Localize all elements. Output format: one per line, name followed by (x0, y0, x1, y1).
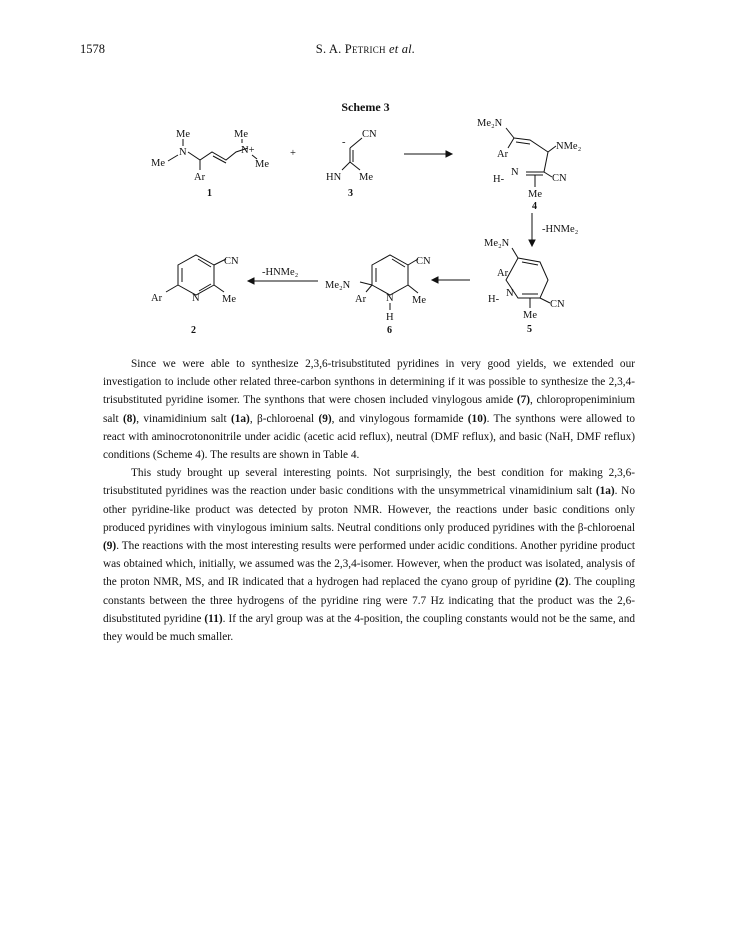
c2-bond (166, 285, 178, 292)
compound-ref: (9) (318, 412, 332, 425)
author-surname: Petrich (344, 42, 386, 56)
c6-bond (408, 285, 418, 293)
text-run: , and vinylogous formamide (331, 412, 468, 425)
compound-ref: (8) (123, 412, 137, 425)
c3-hn: HN (326, 172, 342, 183)
c4-me2n: Me₂N (477, 118, 503, 129)
compound-number-3: 3 (348, 188, 353, 199)
c4-bond (514, 138, 548, 152)
c5-h-minus: H- (488, 294, 500, 305)
c6-me2n: Me₂N (325, 280, 351, 291)
c4-cn: CN (552, 173, 567, 184)
c6-cn: CN (416, 256, 431, 267)
arrow-5-to-6-head (432, 277, 438, 283)
body-text (103, 355, 635, 646)
c5-ar: Ar (497, 268, 509, 279)
compound-4 (477, 118, 582, 212)
c6-ar: Ar (355, 294, 367, 305)
arrow-1-to-4-head (446, 151, 452, 157)
arrow-4-to-5-label: -HNMe₂ (542, 224, 579, 235)
c3-bond (350, 162, 360, 170)
author-initials: S. A. (315, 42, 345, 56)
c2-ar: Ar (151, 293, 163, 304)
c6-ring (372, 255, 408, 295)
c2-me: Me (222, 294, 236, 305)
paragraph-1 (103, 355, 635, 464)
text-run: , β-chloroenal (249, 412, 319, 425)
c6-me: Me (412, 295, 426, 306)
c2-n: N (192, 293, 200, 304)
c6-bond (360, 282, 372, 285)
c1-bond (168, 155, 178, 161)
c5-me: Me (523, 310, 537, 321)
c5-me2n: Me₂N (484, 238, 510, 249)
c6-n: N (386, 293, 394, 304)
c4-h-minus: H- (493, 174, 505, 185)
c2-bond (214, 285, 224, 292)
c2-cn: CN (224, 256, 239, 267)
compound-number-1: 1 (207, 188, 212, 199)
c4-me: Me (528, 189, 542, 200)
text-run: , vinamidinium salt (136, 412, 231, 425)
c1-ar: Ar (194, 172, 206, 183)
c1-double-bond (213, 156, 226, 163)
c3-me: Me (359, 172, 373, 183)
c4-bond (544, 172, 552, 177)
c5-cn: CN (550, 299, 565, 310)
c4-bond (544, 152, 548, 172)
compound-number-6: 6 (387, 325, 392, 336)
c3-cn: CN (362, 129, 377, 140)
text-run: Since we were able to synthesize 2,3,6-trisubstituted pyridines in very good yields, we extended our investigation to include other related three-carbon synthons in determining if it was possible to synthesize the 2,3,4-trisubstituted pyridine isomer. The synthons that were chosen included vinylogous amide (103, 358, 635, 407)
compound-2 (151, 255, 239, 336)
c5-double-bond (522, 262, 538, 265)
c4-nme2: NMe₂ (556, 141, 582, 152)
compound-5 (484, 238, 565, 335)
scheme-title: Scheme 3 (341, 100, 390, 114)
text-run: . If the aryl group was at the 4-position, the coupling constants would not be the same, and they would be much smaller. (103, 612, 635, 644)
compound-ref: (2) (555, 576, 569, 589)
author-suffix: et al. (385, 42, 416, 56)
arrow-6-to-2-head (248, 278, 254, 284)
page-number: 1578 (80, 42, 105, 56)
compound-number-4: 4 (532, 201, 537, 212)
compound-ref: (11) (204, 612, 223, 625)
c3-bond (342, 162, 350, 170)
c4-bond (548, 146, 556, 152)
c4-double-bond (516, 142, 530, 144)
text-run: . The reactions with the most interesting results were performed under acidic conditions. Another pyridine product was obtained which, initially, we assumed was the 2,3,4-isomer. However, when the product was isolated, analysis of the proton NMR, MS, and IR indicated that a hydrogen had replaced the cyano group of pyridine (103, 540, 635, 589)
c1-me-left: Me (151, 158, 165, 169)
arrow-6-to-2-label: -HNMe₂ (262, 267, 299, 278)
c3-minus: - (342, 137, 346, 148)
compound-3 (326, 129, 377, 199)
plus-sign: + (290, 148, 296, 159)
c4-bond (506, 128, 514, 138)
compound-number-2: 2 (191, 325, 196, 336)
c5-bond (540, 298, 550, 303)
compound-ref: (9) (103, 540, 117, 553)
compound-ref: (1a) (595, 485, 615, 498)
arrow-4-to-5-head (529, 240, 535, 246)
compound-6 (325, 255, 431, 336)
text-run: . The coupling constants between the three hydrogens of the pyridine ring were 7.7 Hz indicating that the product was the 2,6-disubstituted pyridine (103, 576, 635, 625)
compound-1 (151, 129, 269, 199)
c2-ring (178, 255, 214, 295)
text-run: This study brought up several interesting points. Not surprisingly, the best condition for making 2,3,6-trisubstituted pyridines was the reaction under basic conditions with the unsymmetrical vinamidinium salt (103, 467, 635, 498)
text-run: . No other pyridine-like product was detected by proton NMR. However, the reactions under basic conditions only produced pyridines with vinylogous iminium salts. Neutral conditions only produced pyridines with the β-chloroenal (103, 485, 635, 534)
compound-ref: (10) (467, 412, 487, 425)
c1-n-left: N (179, 147, 187, 158)
compound-ref: (1a) (231, 412, 250, 425)
paragraph-2 (103, 464, 635, 646)
c6-bond (366, 285, 372, 292)
c1-me-top-right: Me (234, 129, 248, 140)
c4-ar: Ar (497, 149, 509, 160)
c1-n-plus: N+ (241, 145, 255, 156)
c4-bond (508, 138, 514, 148)
scheme-3-diagram (0, 0, 731, 360)
c4-n: N (511, 167, 519, 178)
c6-h: H (386, 312, 394, 323)
c1-me-top-left: Me (176, 129, 190, 140)
c3-bond (350, 138, 362, 148)
c5-bond (512, 248, 518, 258)
text-run: . The synthons were allowed to react with aminocrotononitrile under acidic (acetic acid reflux), neutral (DMF reflux), and basic (NaH, DMF reflux) conditions (Scheme 4). The results are shown in Table 4. (103, 412, 635, 462)
c1-me-right: Me (255, 159, 269, 170)
c5-n: N (506, 288, 514, 299)
compound-number-5: 5 (527, 324, 532, 335)
text-run: , chloropropeniminium salt (103, 394, 635, 425)
compound-ref: (7) (516, 394, 531, 407)
